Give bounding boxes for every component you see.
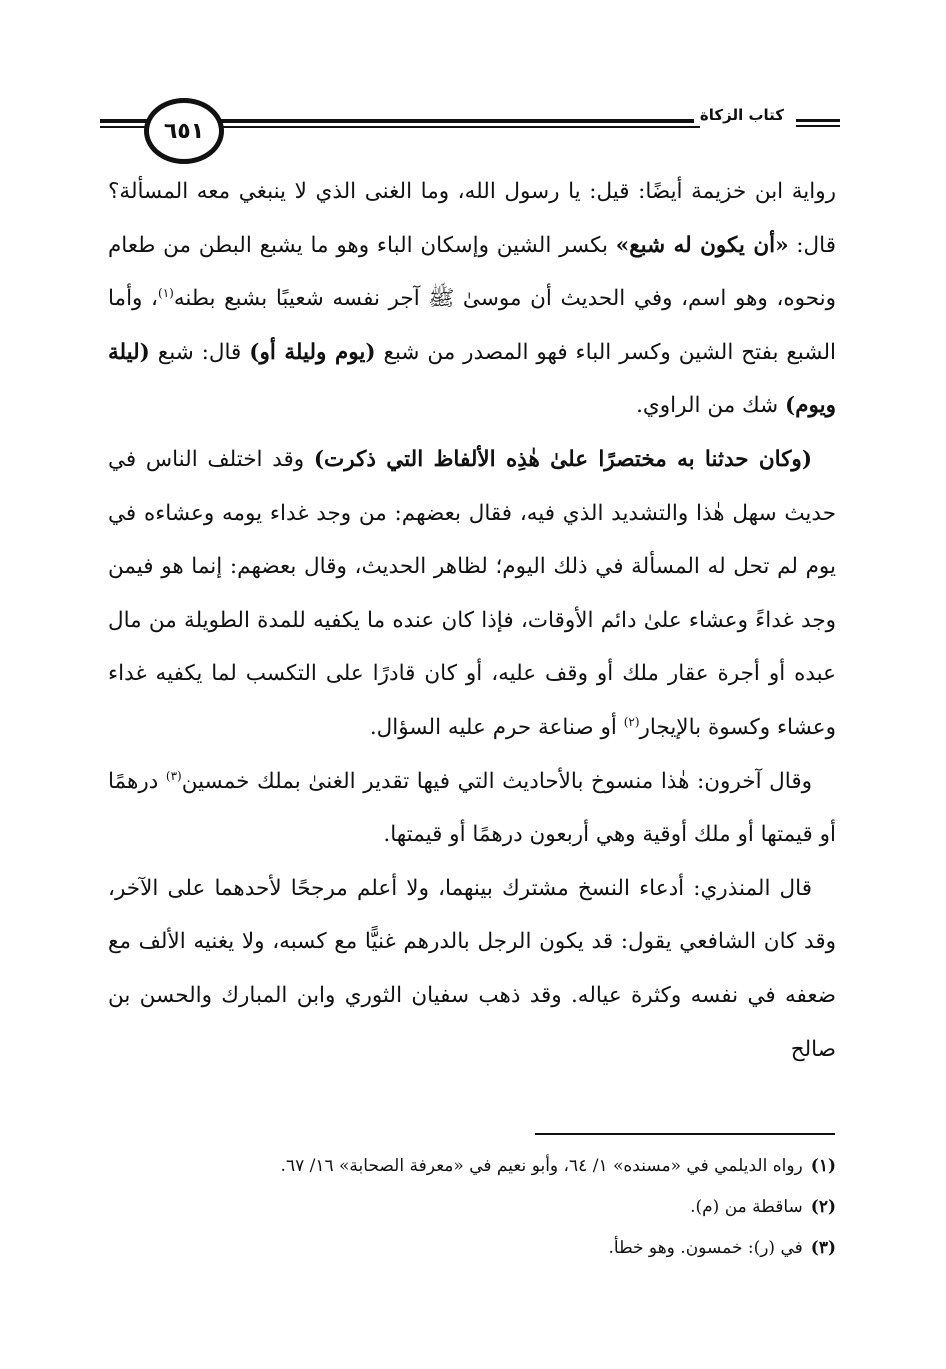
paragraph bbox=[108, 862, 836, 1076]
page-header bbox=[100, 92, 840, 172]
text-segment: قال المنذري: أدعاء النسخ مشترك بينهما، ولا أعلم مرجحًا لأحدهما على الآخر، وقد كان الشافعي يقول: قد يكون الرجل بالدرهم غنيًّا مع كسبه، ولا يغنيه الألف مع ضعفه في نفسه وكثرة عياله. وقد ذهب سفيان الثوري وابن المبارك والحسن بن صالح bbox=[108, 875, 836, 1062]
text-segment: (وكان حدثنا به مختصرًا علىٰ هٰذِه الألفاظ التي ذكرت) bbox=[313, 446, 812, 472]
header-dash bbox=[796, 119, 840, 122]
footnote-separator bbox=[535, 1133, 835, 1135]
text-segment: ، وأما الشبع بفتح الشين وكسر الباء فهو المصدر من شبع bbox=[108, 286, 836, 365]
text-segment: شك من الراوي. bbox=[636, 393, 786, 419]
text-segment: بكسر الشين وإسكان الباء وهو ما يشبع البطن من طعام ونحوه، وهو اسم، وفي الحديث أن موسىٰ ﷺ آجر نفسه شعيبًا بشبع بطنه bbox=[108, 232, 836, 312]
footnote-text: رواه الديلمي في «مسنده» ١/ ٦٤، وأبو نعيم في «معرفة الصحابة» ١٦/ ٦٧. bbox=[280, 1156, 803, 1176]
main-text bbox=[108, 165, 836, 1076]
text-segment: وقد اختلف الناس في حديث سهل هٰذا والتشديد الذي فيه، فقال بعضهم: من وجد غداء يومه وعشاءه في يوم لم تحل له المسألة في ذلك اليوم؛ لظاهر الحديث، وقال بعضهم: إنما هو فيمن وجد غداءً وعشاء علىٰ دائم الأوقات، فإذا كان عنده ما يكفيه للمدة الطويلة من مال عبده أو أجرة عقار ملك أو وقف عليه، أو كان قادرًا على التكسب لما يكفيه غداء وعشاء وكسوة بالإيجار bbox=[108, 446, 836, 740]
page-number: ٦٥١ bbox=[163, 118, 205, 144]
footnote-number: (١) bbox=[810, 1156, 836, 1176]
paragraph bbox=[108, 433, 836, 755]
footnote bbox=[150, 1187, 836, 1228]
text-segment: (ليلة ويوم) bbox=[108, 339, 836, 419]
paragraph bbox=[108, 165, 836, 433]
footnote-ref: (١) bbox=[158, 286, 174, 301]
footnote-text: ساقطة من (م). bbox=[690, 1197, 803, 1217]
paragraph bbox=[108, 755, 836, 862]
footnote bbox=[150, 1146, 836, 1187]
footnote-ref: (٢) bbox=[623, 714, 640, 729]
running-title: كتاب الزكاة bbox=[694, 106, 790, 124]
page-number-badge bbox=[144, 98, 224, 164]
footnote-number: (٢) bbox=[810, 1197, 836, 1217]
footnote-number: (٣) bbox=[810, 1238, 836, 1258]
text-segment: قال: شبع bbox=[149, 339, 250, 365]
footnote-text: في (ر): خمسون. وهو خطأ. bbox=[608, 1238, 803, 1258]
footnote-ref: (٣) bbox=[165, 768, 182, 783]
text-segment: أو صناعة حرم عليه السؤال. bbox=[369, 714, 624, 740]
text-segment: «أن يكون له شبع» bbox=[615, 232, 789, 258]
text-segment: (يوم وليلة أو) bbox=[249, 339, 376, 365]
header-dash-thin bbox=[796, 125, 840, 127]
text-segment: وقال آخرون: هٰذا منسوخ بالأحاديث التي فيها تقدير الغنىٰ بملك خمسين bbox=[181, 768, 812, 794]
text-segment: درهمًا أو قيمتها أو ملك أوقية وهي أربعون درهمًا أو قيمتها. bbox=[108, 768, 836, 848]
text-segment: رواية ابن خزيمة أيضًا: قيل: يا رسول الله، وما الغنى الذي لا ينبغي معه المسألة؟ قال: bbox=[108, 179, 836, 258]
footnotes bbox=[150, 1146, 836, 1269]
footnote bbox=[150, 1228, 836, 1269]
